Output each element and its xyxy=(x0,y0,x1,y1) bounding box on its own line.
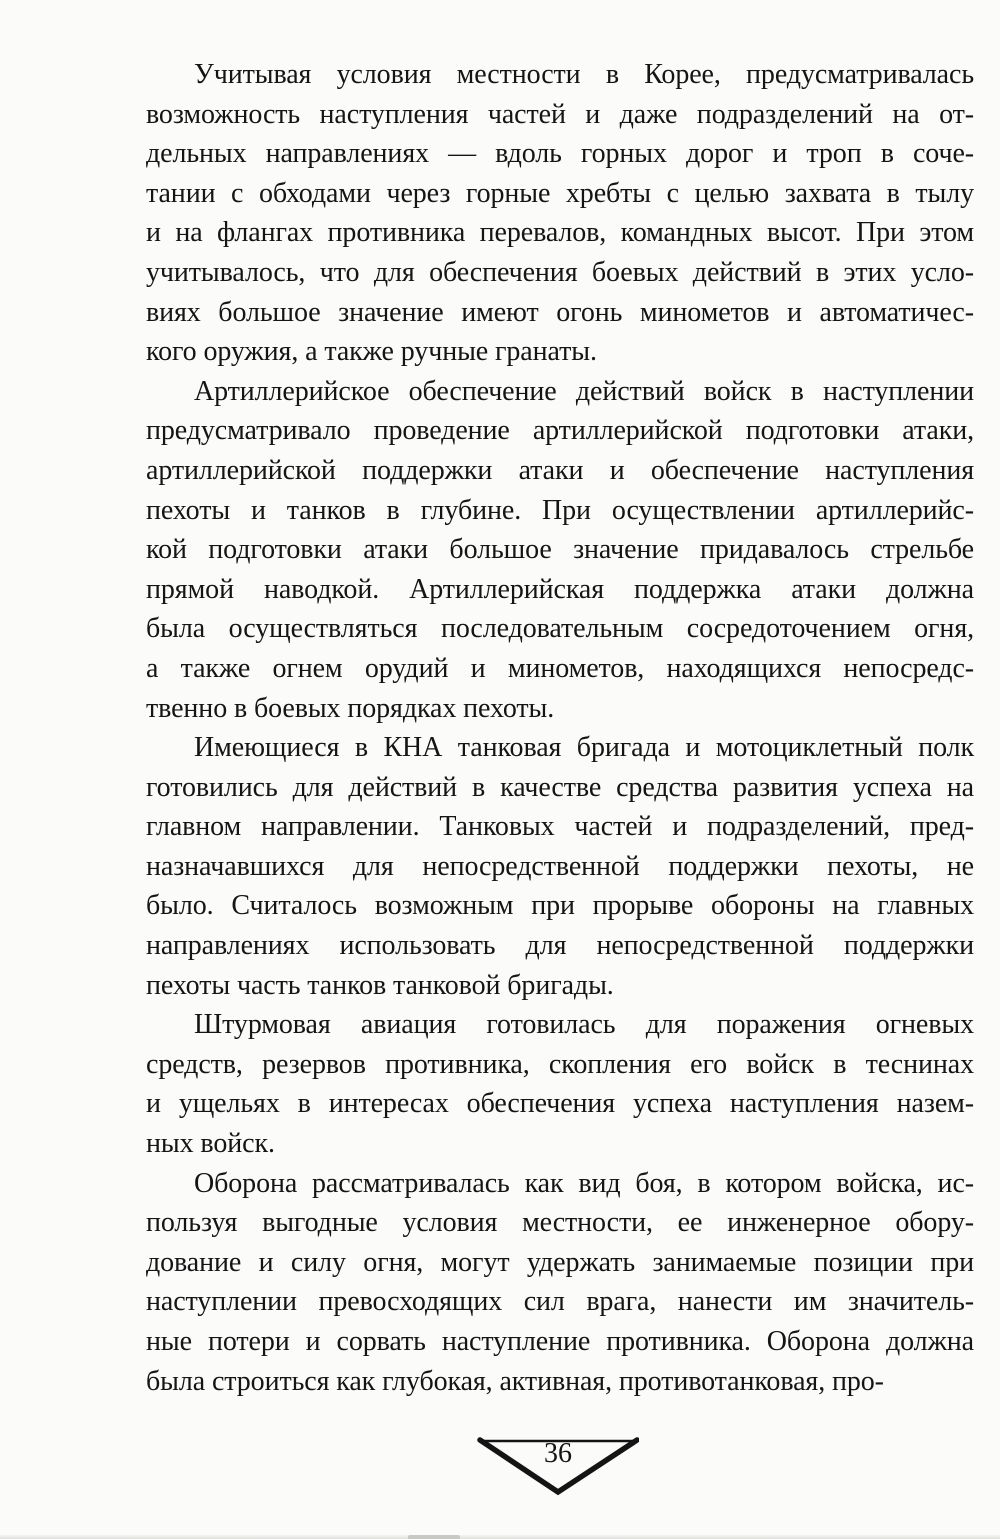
scan-edge xyxy=(0,1535,1000,1539)
text-line: пехоты и танков в глубине. При осуществлении артиллерийс- xyxy=(146,494,974,526)
text-line: направлениях использовать для непосредственной поддержки xyxy=(146,930,974,962)
text-line: была осуществляться последовательным сосредоточением огня, xyxy=(146,613,974,645)
text-line: учитывалось, что для обеспечения боевых действий в этих усло- xyxy=(146,256,974,288)
text-line: было. Считалось возможным при прорыве обороны на главных xyxy=(146,890,974,922)
page-text xyxy=(146,55,974,1401)
text-line: твенно в боевых порядках пехоты. xyxy=(146,692,555,724)
text-line: кой подготовки атаки большое значение придавалось стрельбе xyxy=(146,534,974,566)
text-line: виях большое значение имеют огонь минометов и автоматичес- xyxy=(146,296,974,328)
text-line: дование и силу огня, могут удержать занимаемые позиции при xyxy=(146,1246,974,1278)
text-line: возможность наступления частей и даже подразделений на от- xyxy=(146,98,974,130)
text-line: прямой наводкой. Артиллерийская поддержка атаки должна xyxy=(146,573,974,605)
page-number: 36 xyxy=(544,1438,572,1469)
paragraph xyxy=(146,55,974,372)
paragraph xyxy=(146,1005,974,1163)
text-line: Учитывая условия местности в Корее, предусматривалась xyxy=(194,59,974,90)
text-line: готовились для действий в качестве средства развития успеха на xyxy=(146,771,974,803)
paragraph xyxy=(146,728,974,1005)
text-line: наступлении превосходящих сил врага, нанести им значитель- xyxy=(146,1286,974,1318)
scan-smudge xyxy=(408,1535,460,1539)
text-line: пользуя выгодные условия местности, ее инженерное обору- xyxy=(146,1207,974,1239)
text-line: дельных направлениях — вдоль горных дорог и троп в соче- xyxy=(146,138,974,170)
text-line: а также огнем орудий и минометов, находящихся непосредс- xyxy=(146,652,974,684)
text-line: ные потери и сорвать наступление противника. Оборона должна xyxy=(146,1326,974,1357)
text-line: тании с обходами через горные хребты с целью захвата в тылу xyxy=(146,177,974,209)
text-line: Оборона рассматривалась как вид боя, в котором войска, ис- xyxy=(194,1167,974,1199)
page-footer xyxy=(477,1436,639,1496)
text-line: Артиллерийское обеспечение действий войск в наступлении xyxy=(194,375,974,407)
text-line: артиллерийской поддержки атаки и обеспечение наступления xyxy=(146,454,974,486)
text-line: кого оружия, а также ручные гранаты. xyxy=(146,336,597,368)
text-line: назначавшихся для непосредственной поддержки пехоты, не xyxy=(146,850,974,882)
text-line: и ущельях в интересах обеспечения успеха наступления назем- xyxy=(146,1088,974,1120)
paragraph xyxy=(146,372,974,728)
text-line: предусматривало проведение артиллерийской подготовки атаки, xyxy=(146,415,974,447)
text-line: Штурмовая авиация готовилась для поражения огневых xyxy=(194,1009,974,1041)
text-line: Имеющиеся в КНА танковая бригада и мотоциклетный полк xyxy=(194,732,974,764)
text-line: средств, резервов противника, скопления его войск в теснинах xyxy=(146,1048,974,1080)
text-line: пехоты часть танков танковой бригады. xyxy=(146,969,614,1001)
paragraph xyxy=(146,1164,974,1402)
text-line: ных войск. xyxy=(146,1128,275,1160)
text-line: была строиться как глубокая, активная, противотанковая, про- xyxy=(146,1365,884,1397)
text-line: и на флангах противника перевалов, командных высот. При этом xyxy=(146,217,974,249)
text-line: главном направлении. Танковых частей и подразделений, пред- xyxy=(146,811,974,843)
